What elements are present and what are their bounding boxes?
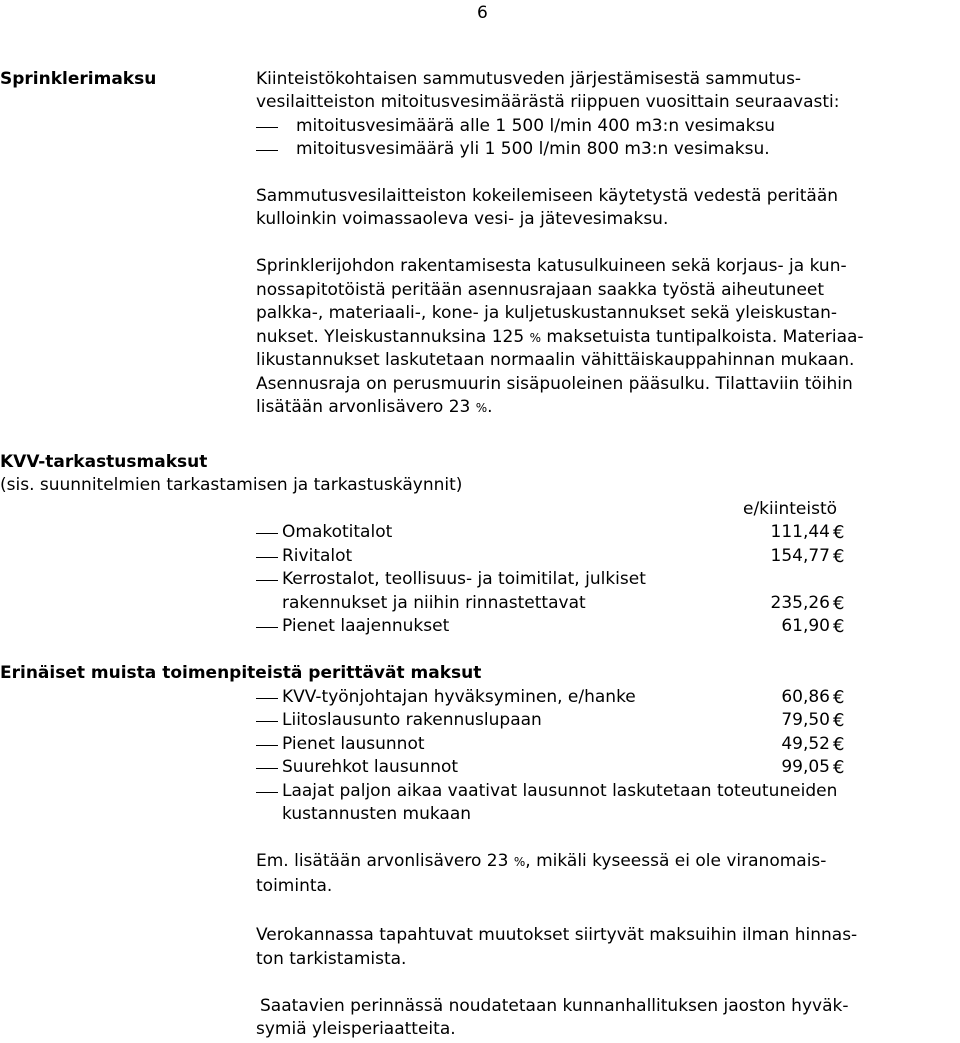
text-line xyxy=(256,396,493,420)
text-line: Asennusraja on perusmuurin sisäpuoleinen pääsulku. Tilattaviin töihin xyxy=(256,374,853,394)
dash-bullet-icon xyxy=(256,768,278,769)
dash-bullet-icon xyxy=(256,721,278,722)
list-item-label: KVV-työnjohtajan hyväksyminen, e/hanke xyxy=(282,687,636,707)
text-line: kulloinkin voimassaoleva vesi- ja jätevesimaksu. xyxy=(256,209,669,229)
fee-value: 79,50 xyxy=(781,710,830,730)
text-line: vesilaitteiston mitoitusvesimäärästä riippuen vuosittain seuraavasti: xyxy=(256,92,840,112)
fee-value: 61,90 xyxy=(781,616,830,636)
section-heading-kvv: KVV-tarkastusmaksut xyxy=(0,452,208,472)
page-number: 6 xyxy=(477,3,488,23)
euro-sign: € xyxy=(833,593,845,614)
percent-sign: % xyxy=(475,401,488,415)
fee-value: 235,26 xyxy=(770,593,830,613)
dash-bullet-icon xyxy=(256,557,278,558)
text-fragment: Em. lisätään arvonlisävero 23 xyxy=(256,851,514,871)
text-line: Saatavien perinnässä noudatetaan kunnanhallituksen jaoston hyväk- xyxy=(260,996,849,1016)
text-line: Kiinteistökohtaisen sammutusveden järjestämisestä sammutus- xyxy=(256,69,802,89)
text-line: ton tarkistamista. xyxy=(256,949,407,969)
list-item-label: Pienet laajennukset xyxy=(282,616,450,636)
text-line xyxy=(256,326,864,350)
euro-sign: € xyxy=(833,734,845,755)
dash-bullet-icon xyxy=(256,698,278,699)
euro-sign: € xyxy=(833,757,845,778)
unit-header: e/kiinteistö xyxy=(743,499,838,519)
percent-sign: % xyxy=(513,855,526,869)
dash-bullet-icon xyxy=(256,127,278,128)
text-line: Sprinklerijohdon rakentamisesta katusulkuineen sekä korjaus- ja kun- xyxy=(256,256,847,276)
euro-sign: € xyxy=(833,687,845,708)
fee-value: 111,44 xyxy=(770,522,830,542)
text-fragment: . xyxy=(487,397,493,417)
text-line: toiminta. xyxy=(256,876,333,896)
list-item-label-continued: rakennukset ja niihin rinnastettavat xyxy=(282,593,586,613)
fee-value: 154,77 xyxy=(770,546,830,566)
fee-value: 60,86 xyxy=(781,687,830,707)
euro-sign: € xyxy=(833,616,845,637)
dash-bullet-icon xyxy=(256,580,278,581)
list-item-label: Kerrostalot, teollisuus- ja toimitilat, julkiset xyxy=(282,569,646,589)
list-item-label: Liitoslausunto rakennuslupaan xyxy=(282,710,542,730)
text-line: likustannukset laskutetaan normaalin vähittäiskauppahinnan mukaan. xyxy=(256,350,855,370)
list-item-label: Omakotitalot xyxy=(282,522,393,542)
dash-bullet-icon xyxy=(256,533,278,534)
text-line: palkka-, materiaali-, kone- ja kuljetuskustannukset sekä yleiskustan- xyxy=(256,303,838,323)
list-item-label: Laajat paljon aikaa vaativat lausunnot laskutetaan toteutuneiden xyxy=(282,781,838,801)
dash-bullet-icon xyxy=(256,150,278,151)
section-heading-sprinkler: Sprinklerimaksu xyxy=(0,69,157,89)
list-item-label: Suurehkot lausunnot xyxy=(282,757,459,777)
euro-sign: € xyxy=(833,546,845,567)
fee-value: 49,52 xyxy=(781,734,830,754)
text-fragment: nukset. Yleiskustannuksina 125 xyxy=(256,327,530,347)
text-fragment: , mikäli kyseessä ei ole viranomais- xyxy=(525,851,827,871)
list-item-label: Rivitalot xyxy=(282,546,353,566)
text-line xyxy=(256,850,826,874)
euro-sign: € xyxy=(833,522,845,543)
dash-bullet-icon xyxy=(256,745,278,746)
dash-bullet-icon xyxy=(256,792,278,793)
list-item-label-continued: kustannusten mukaan xyxy=(282,804,472,824)
text-line: Verokannassa tapahtuvat muutokset siirtyvät maksuihin ilman hinnas- xyxy=(256,925,858,945)
fee-value: 99,05 xyxy=(781,757,830,777)
dash-bullet-icon xyxy=(256,627,278,628)
percent-sign: % xyxy=(529,331,541,345)
text-fragment: maksetuista tuntipalkoista. Materiaa- xyxy=(540,327,864,347)
text-fragment: lisätään arvonlisävero 23 xyxy=(256,397,476,417)
list-item: mitoitusvesimäärä alle 1 500 l/min 400 m3:n vesimaksu xyxy=(296,116,776,136)
text-line: nossapitotöistä peritään asennusrajaan saakka työstä aiheutuneet xyxy=(256,280,825,300)
list-item-label: Pienet lausunnot xyxy=(282,734,425,754)
section-subheading: (sis. suunnitelmien tarkastamisen ja tarkastuskäynnit) xyxy=(0,475,463,495)
section-heading-misc: Erinäiset muista toimenpiteistä perittävät maksut xyxy=(0,663,482,683)
euro-sign: € xyxy=(833,710,845,731)
text-line: Sammutusvesilaitteiston kokeilemiseen käytetystä vedestä peritään xyxy=(256,186,839,206)
text-line: symiä yleisperiaatteita. xyxy=(256,1019,456,1039)
list-item: mitoitusvesimäärä yli 1 500 l/min 800 m3:n vesimaksu. xyxy=(296,139,770,159)
